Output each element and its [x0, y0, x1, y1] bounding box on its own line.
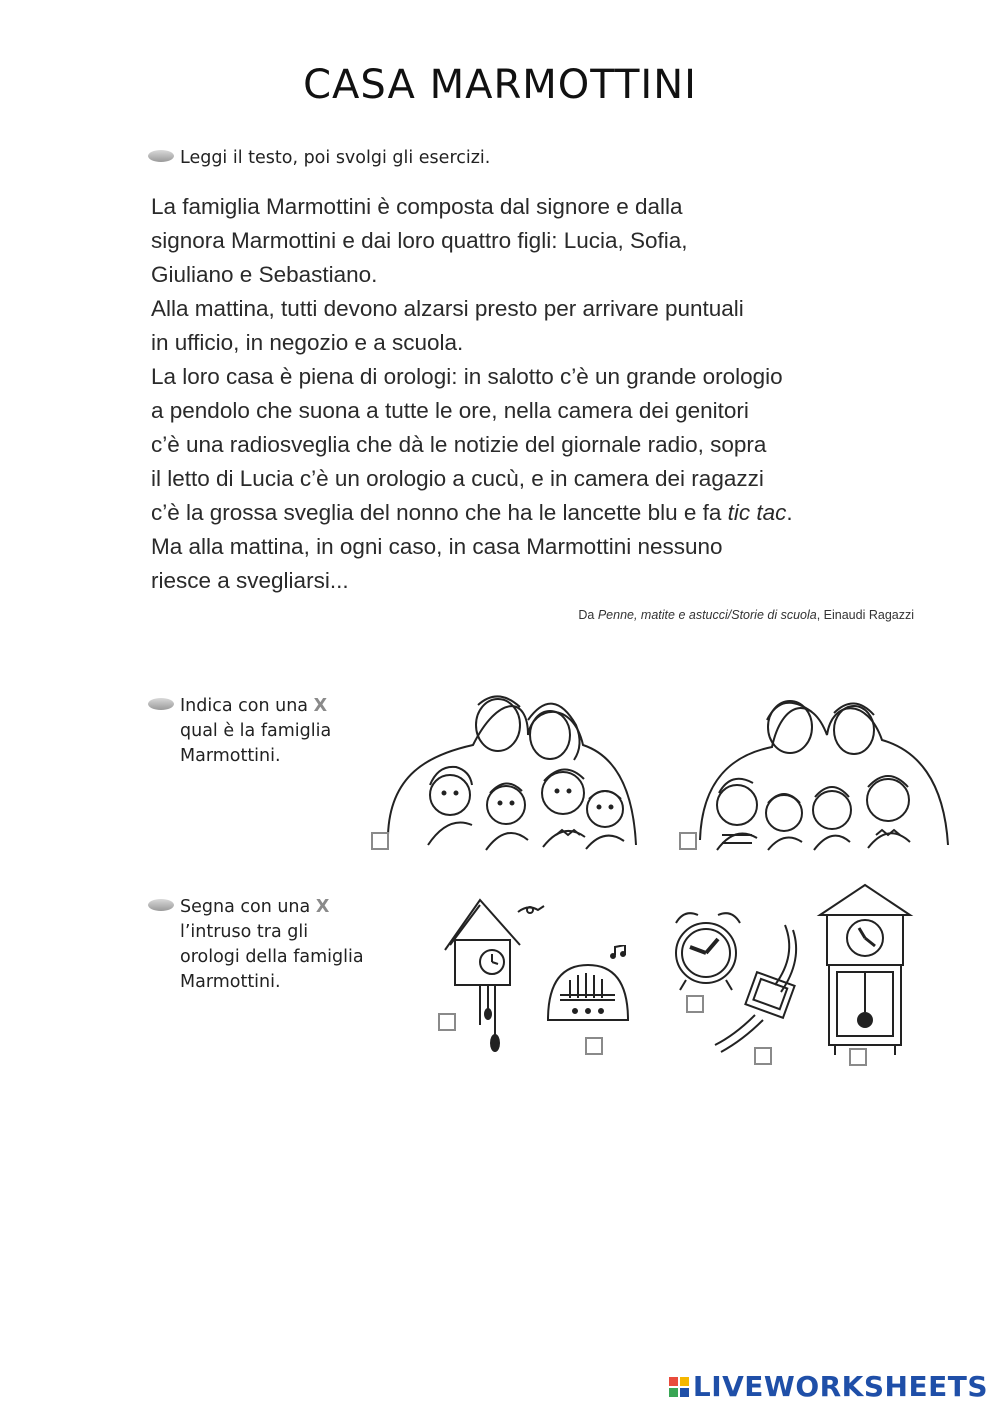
source-citation — [578, 608, 914, 622]
exercise2-line3: orologi della famiglia — [180, 947, 364, 967]
family-2-checkbox[interactable] — [679, 832, 697, 850]
story-line: c’è una radiosveglia che dà le notizie del giornale radio, sopra — [151, 432, 767, 457]
exercise1-line1: Indica con una — [180, 696, 309, 716]
bullet-icon — [148, 698, 174, 710]
logo-icon — [669, 1377, 689, 1397]
bullet-icon — [148, 150, 174, 162]
exercise2-line1: Segna con una — [180, 897, 311, 917]
story-text — [151, 190, 951, 598]
exercise1-line3: Marmottini. — [180, 746, 281, 766]
exercise1-line2: qual è la famiglia — [180, 721, 332, 741]
radio-alarm-checkbox[interactable] — [585, 1037, 603, 1055]
logo-block — [669, 1377, 678, 1386]
alarm-clock-checkbox[interactable] — [686, 995, 704, 1013]
source-prefix: Da — [578, 608, 598, 622]
exercise2-line4: Marmottini. — [180, 972, 281, 992]
radio-alarm-icon — [540, 945, 640, 1035]
pendulum-clock-icon — [815, 880, 915, 1060]
story-line: La loro casa è piena di orologi: in salotto c’è un grande orologio — [151, 364, 783, 389]
family-illustration-2 — [692, 685, 954, 855]
wristwatch-icon — [705, 920, 805, 1060]
cuckoo-clock-checkbox[interactable] — [438, 1013, 456, 1031]
story-line: Giuliano e Sebastiano. — [151, 262, 378, 287]
exercise2-instruction — [148, 895, 364, 995]
story-line-text: c’è la grossa sveglia del nonno che ha le lancette blu e fa — [151, 500, 728, 525]
story-line-italic: tic tac — [727, 500, 787, 525]
x-mark-icon: X — [315, 897, 330, 917]
story-line-end: . — [786, 500, 793, 525]
x-mark-icon: X — [313, 696, 328, 716]
story-line: signora Marmottini e dai loro quattro figli: Lucia, Sofia, — [151, 228, 688, 253]
logo-block — [669, 1388, 678, 1397]
footer-logo — [669, 1370, 988, 1403]
intro-instruction — [148, 146, 490, 171]
pendulum-clock-checkbox[interactable] — [849, 1048, 867, 1066]
logo-block — [680, 1377, 689, 1386]
story-line: Ma alla mattina, in ogni caso, in casa Marmottini nessuno — [151, 534, 723, 559]
exercise2-line2: l’intruso tra gli — [180, 922, 309, 942]
wristwatch-checkbox[interactable] — [754, 1047, 772, 1065]
story-line — [151, 496, 951, 530]
source-title: Penne, matite e astucci/Storie di scuola — [597, 608, 817, 622]
exercise1-instruction — [148, 694, 331, 769]
family-1-checkbox[interactable] — [371, 832, 389, 850]
intro-instruction-text: Leggi il testo, poi svolgi gli esercizi. — [180, 148, 491, 168]
story-line: in ufficio, in negozio e a scuola. — [151, 330, 464, 355]
source-suffix: , Einaudi Ragazzi — [816, 608, 914, 622]
story-line: a pendolo che suona a tutte le ore, nella camera dei genitori — [151, 398, 749, 423]
story-line: Alla mattina, tutti devono alzarsi presto per arrivare puntuali — [151, 296, 744, 321]
story-line: La famiglia Marmottini è composta dal signore e dalla — [151, 194, 683, 219]
story-line: il letto di Lucia c’è un orologio a cucù, e in camera dei ragazzi — [151, 466, 764, 491]
family-illustration-1 — [378, 685, 640, 855]
logo-block — [680, 1388, 689, 1397]
brand-name: LIVEWORKSHEETS — [692, 1370, 988, 1403]
story-line: riesce a svegliarsi... — [151, 568, 349, 593]
page-title: CASA MARMOTTINI — [303, 62, 697, 108]
bullet-icon — [148, 899, 174, 911]
